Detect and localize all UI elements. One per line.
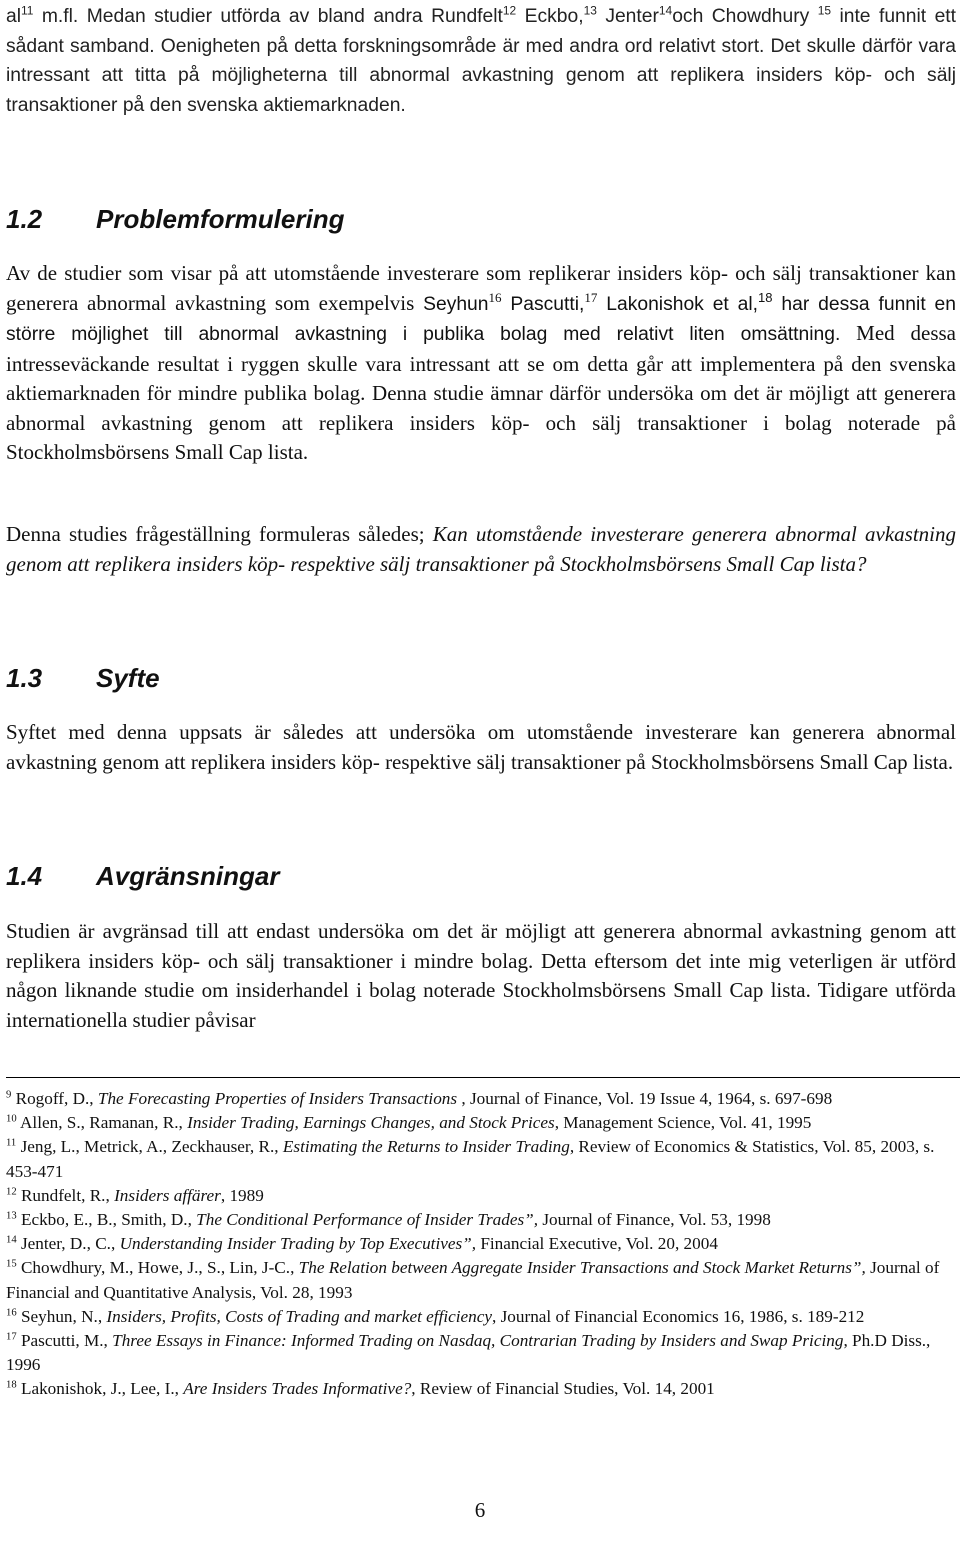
footnote-number: 18 bbox=[6, 1379, 17, 1391]
paragraph-text: har dessa funnit en större möjlighet till abnormal avkastning i publika bolag med relativt liten omsättning. bbox=[6, 293, 957, 345]
intro-text: m.fl. Medan studier utförda av bland andra Rundfelt bbox=[33, 6, 503, 27]
footnote-ref: 13 bbox=[583, 3, 597, 18]
footnote-source: , 1989 bbox=[220, 1185, 264, 1205]
intro-text: Eckbo, bbox=[516, 6, 584, 27]
footnote-title: The Conditional Performance of Insider Trades”, bbox=[196, 1210, 539, 1230]
footnote-author: Eckbo, E., B., Smith, D., bbox=[16, 1210, 197, 1230]
footnote bbox=[6, 1232, 956, 1256]
footnote bbox=[6, 1256, 956, 1304]
footnote-number: 16 bbox=[6, 1307, 17, 1319]
footnote-author: Pascutti, M., bbox=[16, 1331, 113, 1351]
footnote-title: Insiders affärer bbox=[114, 1185, 221, 1205]
footnote-title: The Forecasting Properties of Insiders Transactions bbox=[97, 1089, 462, 1108]
footnote-source: , Review of Financial Studies, Vol. 14, 2001 bbox=[411, 1379, 715, 1399]
footnote-ref: 15 bbox=[817, 3, 831, 18]
footnote-author: Rogoff, D., bbox=[11, 1089, 98, 1108]
footnote-author: Jenter, D., C., bbox=[16, 1234, 120, 1254]
footnote-source: , Journal of Financial Economics 16, 1986, s. 189-212 bbox=[492, 1306, 865, 1326]
footnote-author: Allen, S., Ramanan, R., bbox=[16, 1113, 188, 1133]
footnote bbox=[6, 1184, 956, 1208]
page-number: 6 bbox=[474, 1498, 486, 1522]
footnote-ref: 17 bbox=[584, 289, 598, 305]
footnote-title: Insiders, Profits, Costs of Trading and market efficiency bbox=[106, 1306, 493, 1326]
footnote-title: The Relation between Aggregate Insider Transactions and Stock Market Returns”, bbox=[298, 1258, 866, 1278]
footnote-source: , Management Science, Vol. 41, 1995 bbox=[554, 1113, 812, 1133]
footnote bbox=[6, 1087, 956, 1111]
research-question: Kan utomstående investerare generera abnormal avkastning genom att replikera insiders köp- respektive sälj transaktioner på Stockholmsbörsens Small Cap lista? bbox=[6, 522, 956, 576]
footnote-number: 12 bbox=[6, 1186, 17, 1198]
footnote-number: 10 bbox=[6, 1113, 17, 1125]
footnote-ref: 11 bbox=[21, 3, 34, 18]
footnote-source: Journal of Financial and Quantitative Analysis, Vol. 28, 1993 bbox=[6, 1258, 940, 1302]
footnote-title: Estimating the Returns to Insider Trading bbox=[282, 1137, 570, 1157]
footnote-source: , Journal of Finance, Vol. 19 Issue 4, 1964, s. 697-698 bbox=[461, 1089, 833, 1108]
footnote-title: Insider Trading, Earnings Changes, and Stock Prices bbox=[187, 1113, 555, 1133]
section-title: Syfte bbox=[96, 663, 160, 693]
footnote-number: 9 bbox=[6, 1089, 12, 1101]
footnote-ref: 12 bbox=[502, 3, 517, 18]
intro-text: och Chowdhury bbox=[672, 6, 818, 27]
footnote bbox=[6, 1377, 956, 1401]
paragraph bbox=[6, 259, 956, 468]
footnote-author: Seyhun, N., bbox=[16, 1306, 107, 1326]
intro-text: inte funnit ett sådant samband. Oenigheten på detta forskningsområde är med andra ord relativt stort. Det skulle därför vara intressant att titta på möjligheterna till abnormal avkastning genom att replikera insiders köp- och sälj transaktioner på den svenska aktiemarknaden. bbox=[6, 6, 957, 116]
paragraph-text: Pascutti, bbox=[501, 293, 585, 315]
footnote-ref: 16 bbox=[488, 289, 502, 305]
footnote bbox=[6, 1135, 956, 1183]
footnote-author: Chowdhury, M., Howe, J., S., Lin, J-C., bbox=[16, 1258, 299, 1278]
footnote-number: 14 bbox=[6, 1234, 17, 1246]
footnote-title: Understanding Insider Trading by Top Executives”, bbox=[119, 1234, 477, 1254]
footnote-separator bbox=[6, 1077, 960, 1078]
intro-text: al bbox=[6, 6, 22, 27]
footnotes bbox=[6, 1087, 956, 1402]
paragraph-text: Seyhun bbox=[423, 293, 489, 315]
paragraph bbox=[6, 520, 956, 579]
footnote-number: 17 bbox=[6, 1331, 17, 1343]
footnote-author: Rundfelt, R., bbox=[16, 1185, 115, 1205]
paragraph-text: Av de studier som visar på att utomstående investerare som replikerar insiders köp- och sälj transaktioner kan generera abnormal avkastning som exempelvis bbox=[6, 261, 956, 315]
footnote-title: Are Insiders Trades Informative? bbox=[183, 1379, 412, 1399]
section-heading bbox=[6, 661, 160, 695]
paragraph bbox=[6, 917, 956, 1035]
section-number: 1.3 bbox=[6, 663, 43, 693]
footnote-ref: 18 bbox=[758, 289, 773, 305]
footnote-source: , Ph.D Diss., 1996 bbox=[6, 1331, 931, 1375]
paragraph-text: Studien är avgränsad till att endast undersöka om det är möjligt att generera abnormal avkastning genom att replikera insiders köp- och sälj transaktioner i mindre bolag. Detta eftersom det inte mig veterligen är utförd någon liknande studie om insiderhandel i bolag noterade Stockholmsbörsens Small Cap lista. Tidigare utförda internationella studier påvisar bbox=[6, 919, 956, 1032]
intro-text: Jenter bbox=[596, 6, 659, 27]
footnote bbox=[6, 1305, 956, 1329]
footnote-number: 11 bbox=[6, 1137, 17, 1149]
section-number: 1.2 bbox=[6, 204, 43, 234]
intro-paragraph bbox=[6, 2, 956, 120]
paragraph-text: Lakonishok et al, bbox=[597, 293, 759, 315]
footnote-ref: 14 bbox=[658, 3, 673, 18]
footnote-source: Financial Executive, Vol. 20, 2004 bbox=[476, 1234, 718, 1254]
section-heading bbox=[6, 202, 344, 236]
footnote-number: 13 bbox=[6, 1210, 17, 1222]
section-title: Problemformulering bbox=[96, 204, 345, 234]
footnote-author: Lakonishok, J., Lee, I., bbox=[16, 1379, 184, 1399]
footnote-title: Three Essays in Finance: Informed Trading on Nasdaq, Contrarian Trading by Insiders and Swap Pricing bbox=[112, 1331, 844, 1351]
paragraph-text: Syftet med denna uppsats är således att undersöka om utomstående investerare kan generera abnormal avkastning genom att replikera insiders köp- respektive sälj transaktioner på Stockholmsbörsens Small Cap lista. bbox=[6, 720, 956, 774]
paragraph bbox=[6, 718, 956, 777]
paragraph-text: Denna studies frågeställning formuleras således; bbox=[6, 522, 433, 546]
section-heading bbox=[6, 859, 280, 893]
section-number: 1.4 bbox=[6, 861, 43, 891]
footnote-author: Jeng, L., Metrick, A., Zeckhauser, R., bbox=[16, 1137, 283, 1157]
footnote-number: 15 bbox=[6, 1258, 17, 1270]
footnote-source: Journal of Finance, Vol. 53, 1998 bbox=[538, 1210, 771, 1230]
section-title: Avgränsningar bbox=[96, 861, 280, 891]
footnote bbox=[6, 1208, 956, 1232]
footnote bbox=[6, 1329, 956, 1377]
footnote-source: , Review of Economics & Statistics, Vol. 85, 2003, s. 453-471 bbox=[6, 1137, 935, 1181]
paragraph-text: Med dessa intresseväckande resultat i ryggen skulle vara intressant att se om detta går att implementera på den svenska aktiemarknaden för mindre publika bolag. Denna studie ämnar därför undersöka om det är möjligt att generera abnormal avkastning genom att replikera insiders köp- och sälj transaktioner i bolag noterade på Stockholmsbörsens Small Cap lista. bbox=[6, 321, 956, 464]
footnote bbox=[6, 1111, 956, 1135]
